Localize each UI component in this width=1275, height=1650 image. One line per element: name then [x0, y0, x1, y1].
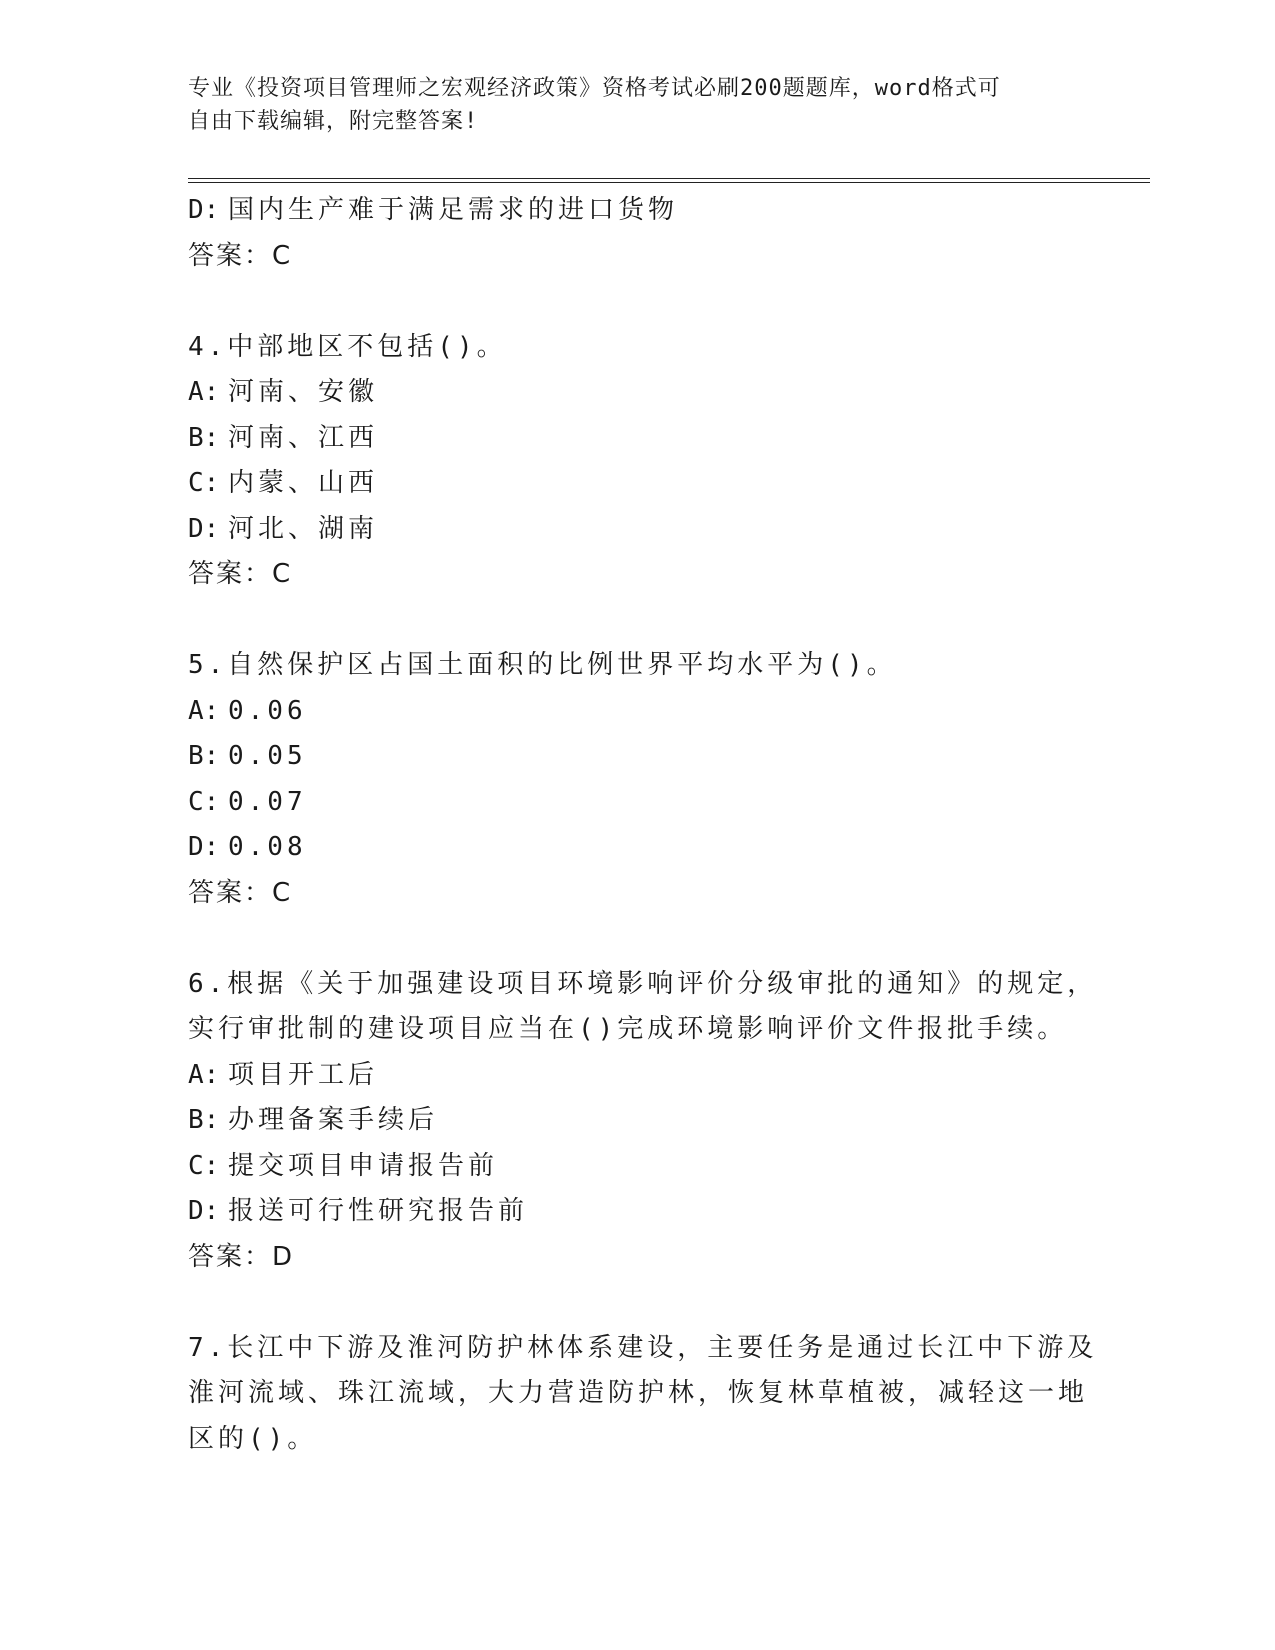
option-text: 报送可行性研究报告前	[228, 1196, 529, 1226]
question-stem: 4.中部地区不包括()。	[188, 331, 507, 362]
option-key: C:	[188, 468, 220, 498]
option-key: A:	[188, 1059, 220, 1090]
option-key: B:	[188, 1105, 220, 1135]
option-d	[188, 507, 1088, 553]
option-text: 河南、安徽	[228, 377, 379, 407]
option-text: 办理备案手续后	[228, 1105, 439, 1135]
question-6	[188, 962, 1098, 1281]
option-text: 0.05	[228, 741, 307, 771]
option-key: A:	[188, 377, 220, 407]
answer: 答案：C	[188, 877, 293, 908]
header-line: 自由下载编辑，附完整答案!	[188, 109, 479, 134]
option-text: 0.08	[228, 832, 307, 862]
question-4	[188, 325, 1088, 598]
answer: 答案：D	[188, 1241, 295, 1272]
answer: 答案：C	[188, 240, 293, 271]
option-d	[188, 825, 1088, 871]
answer: 答案：C	[188, 559, 293, 589]
document-header	[188, 72, 1068, 138]
option-b	[188, 416, 1088, 462]
option-key: D:	[188, 195, 220, 225]
header-divider	[188, 182, 1150, 183]
option-text: 国内生产难于满足需求的进口货物	[228, 195, 679, 225]
option-d	[188, 188, 1088, 234]
option-text: 内蒙、山西	[228, 468, 379, 498]
option-key: D:	[188, 832, 220, 862]
option-key: B:	[188, 422, 220, 453]
option-key: D:	[188, 1196, 220, 1226]
option-a	[188, 1053, 1088, 1099]
option-key: A:	[188, 695, 220, 726]
option-key: C:	[188, 1150, 220, 1181]
option-text: 河北、湖南	[228, 513, 379, 544]
option-text: 0.06	[228, 695, 307, 726]
option-text: 0.07	[228, 786, 307, 817]
option-b	[188, 734, 1088, 780]
option-c	[188, 1144, 1088, 1190]
header-divider	[188, 178, 1150, 179]
option-key: D:	[188, 513, 220, 544]
question-5	[188, 643, 1088, 916]
option-key: B:	[188, 741, 220, 771]
question-stem-line: 实行审批制的建设项目应当在()完成环境影响评价文件报批手续。	[188, 1014, 1068, 1044]
option-c	[188, 461, 1088, 507]
question-7	[188, 1326, 1098, 1463]
option-a	[188, 370, 1088, 416]
option-text: 项目开工后	[228, 1059, 379, 1090]
question-stem-line: 7.长江中下游及淮河防护林体系建设，主要任务是通过长江中下游及	[188, 1332, 1098, 1363]
option-c	[188, 780, 1088, 826]
option-d	[188, 1189, 1088, 1235]
question-stem-line: 淮河流域、珠江流域，大力营造防护林，恢复林草植被，减轻这一地	[188, 1378, 1089, 1408]
option-a	[188, 689, 1088, 735]
option-b	[188, 1098, 1088, 1144]
option-text: 河南、江西	[228, 422, 379, 453]
question-stem: 5.自然保护区占国土面积的比例世界平均水平为()。	[188, 650, 897, 680]
question-list	[188, 188, 1098, 1462]
option-text: 提交项目申请报告前	[228, 1150, 499, 1181]
header-line: 专业《投资项目管理师之宏观经济政策》资格考试必刷200题题库，word格式可	[188, 76, 1001, 101]
option-key: C:	[188, 786, 220, 817]
question-stem-line: 区的()。	[188, 1423, 318, 1454]
question-stem-line: 6.根据《关于加强建设项目环境影响评价分级审批的通知》的规定，	[188, 968, 1098, 999]
